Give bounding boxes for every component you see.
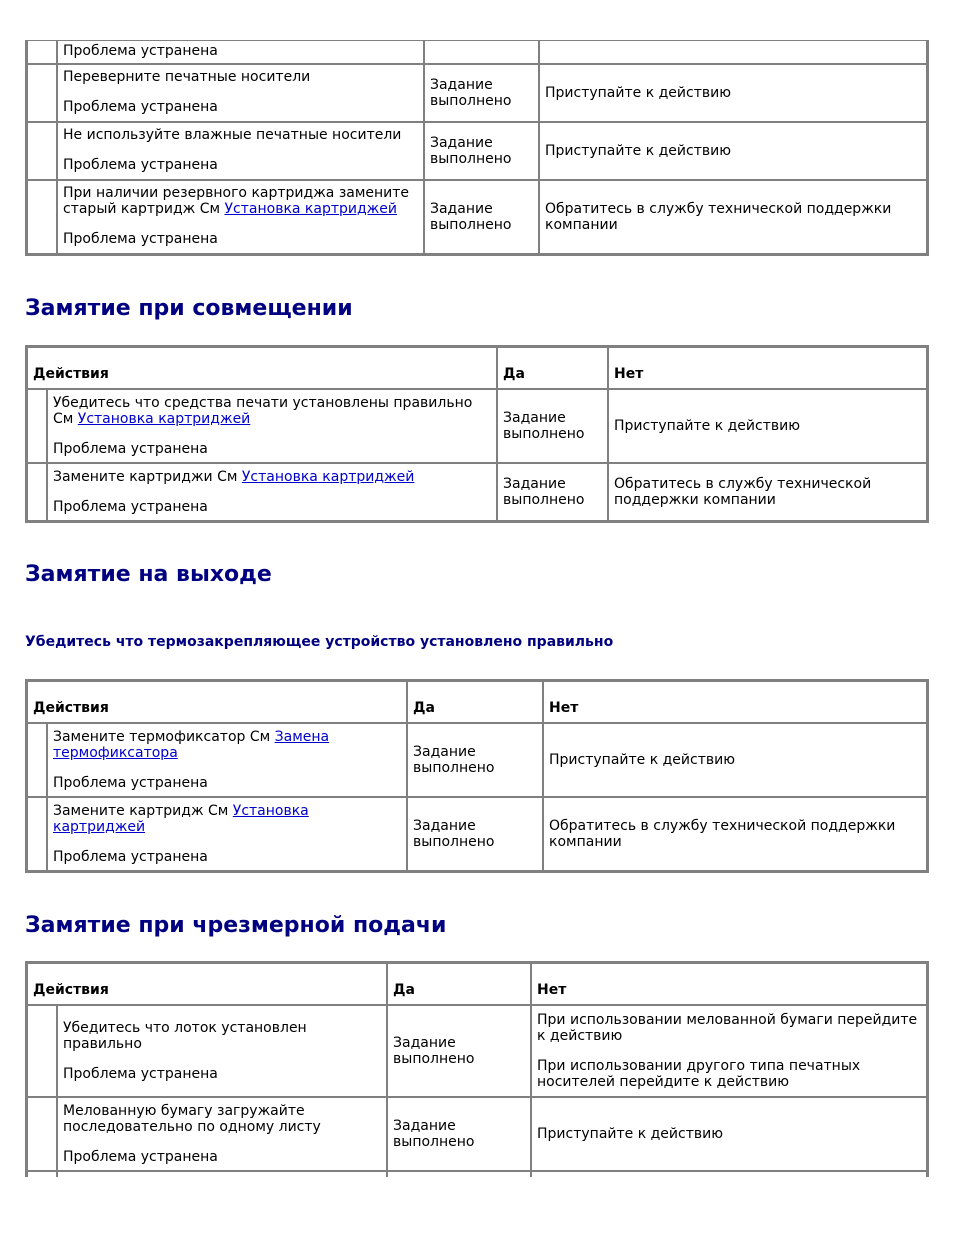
yes-cell: Задание выполнено [424, 64, 539, 122]
no-cell: Приступайте к действию [539, 64, 927, 122]
step-cell [27, 797, 47, 871]
step-cell [27, 64, 57, 122]
action-cell: Замените картридж См Установка картриджей Проблема устранена [47, 797, 407, 871]
header-no: Нет [608, 347, 927, 389]
header-no: Нет [531, 963, 927, 1005]
table-row [27, 40, 927, 64]
no-cell [531, 1171, 927, 1177]
yes-cell: Задание выполнено [497, 463, 608, 521]
action-cell: При наличии резервного картриджа замените старый картридж См Установка картриджей Проблема устранена [57, 180, 424, 254]
action-cell: Мелованную бумагу загружайте последовательно по одному листу Проблема устранена [57, 1097, 387, 1171]
install-cartridges-link[interactable]: Установка картриджей [241, 469, 415, 485]
yes-cell [387, 1171, 531, 1177]
yes-cell: Задание выполнено [424, 180, 539, 254]
no-cell: Приступайте к действию [539, 122, 927, 180]
step-cell [27, 40, 57, 64]
table-row [27, 1171, 927, 1177]
exit-jam-table [25, 679, 929, 873]
action-cell: Убедитесь что средства печати установлены правильно См Установка картриджей Проблема устранена [47, 389, 497, 463]
table-header-row [27, 681, 927, 723]
step-cell [27, 1097, 57, 1171]
table-row [27, 1005, 927, 1097]
step-cell [27, 723, 47, 797]
table-row [27, 64, 927, 122]
header-no: Нет [543, 681, 927, 723]
table-row [27, 122, 927, 180]
section-title-overfeed-jam: Замятие при чрезмерной подачи [25, 913, 447, 938]
install-cartridges-link[interactable]: Установка картриджей [224, 201, 397, 217]
no-cell: При использовании мелованной бумаги перейдите к действию При использовании другого типа печатных носителей перейдите к действию [531, 1005, 927, 1097]
install-cartridges-link[interactable]: Установка картриджей [77, 411, 251, 427]
table-header-row [27, 347, 927, 389]
header-yes: Да [497, 347, 608, 389]
yes-cell: Задание выполнено [407, 723, 543, 797]
overfeed-jam-table [25, 961, 929, 1177]
step-cell [27, 122, 57, 180]
action-cell [57, 1171, 387, 1177]
table-row [27, 389, 927, 463]
yes-cell: Задание выполнено [497, 389, 608, 463]
registration-jam-table [25, 345, 929, 523]
replace-fuser-link[interactable]: Замена термофиксатора [53, 729, 330, 761]
table-row [27, 723, 927, 797]
action-cell: Замените картриджи См Установка картриджей Проблема устранена [47, 463, 497, 521]
table-row [27, 797, 927, 871]
header-yes: Да [407, 681, 543, 723]
yes-cell [424, 40, 539, 64]
no-cell [539, 40, 927, 64]
no-cell: Обратитесь в службу технической поддержки компании [543, 797, 927, 871]
no-cell: Обратитесь в службу технической поддержки компании [539, 180, 927, 254]
header-actions: Действия [27, 347, 497, 389]
action-cell: Убедитесь что лоток установлен правильно Проблема устранена [57, 1005, 387, 1097]
no-cell: Приступайте к действию [608, 389, 927, 463]
action-cell: Замените термофиксатор См Замена термофиксатора Проблема устранена [47, 723, 407, 797]
step-cell [27, 1005, 57, 1097]
yes-cell: Задание выполнено [407, 797, 543, 871]
yes-cell: Задание выполнено [424, 122, 539, 180]
yes-cell: Задание выполнено [387, 1005, 531, 1097]
table-row [27, 1097, 927, 1171]
no-cell: Приступайте к действию [543, 723, 927, 797]
action-cell: Переверните печатные носители Проблема устранена [57, 64, 424, 122]
table-row [27, 463, 927, 521]
header-yes: Да [387, 963, 531, 1005]
action-cell: Не используйте влажные печатные носители Проблема устранена [57, 122, 424, 180]
step-cell [27, 463, 47, 521]
no-cell: Приступайте к действию [531, 1097, 927, 1171]
step-cell [27, 180, 57, 254]
continued-troubleshooting-table [25, 40, 929, 256]
step-cell [27, 389, 47, 463]
step-cell [27, 1171, 57, 1177]
no-cell: Обратитесь в службу технической поддержки компании [608, 463, 927, 521]
table-header-row [27, 963, 927, 1005]
section-title-exit-jam: Замятие на выходе [25, 562, 272, 587]
install-cartridges-link[interactable]: Установка картриджей [53, 803, 309, 835]
table-row [27, 180, 927, 254]
yes-cell: Задание выполнено [387, 1097, 531, 1171]
header-actions: Действия [27, 681, 407, 723]
action-cell: Проблема устранена [57, 40, 424, 64]
section-title-registration-jam: Замятие при совмещении [25, 296, 353, 321]
section-subtitle-fuser-check: Убедитесь что термозакрепляющее устройство установлено правильно [25, 634, 614, 650]
header-actions: Действия [27, 963, 387, 1005]
